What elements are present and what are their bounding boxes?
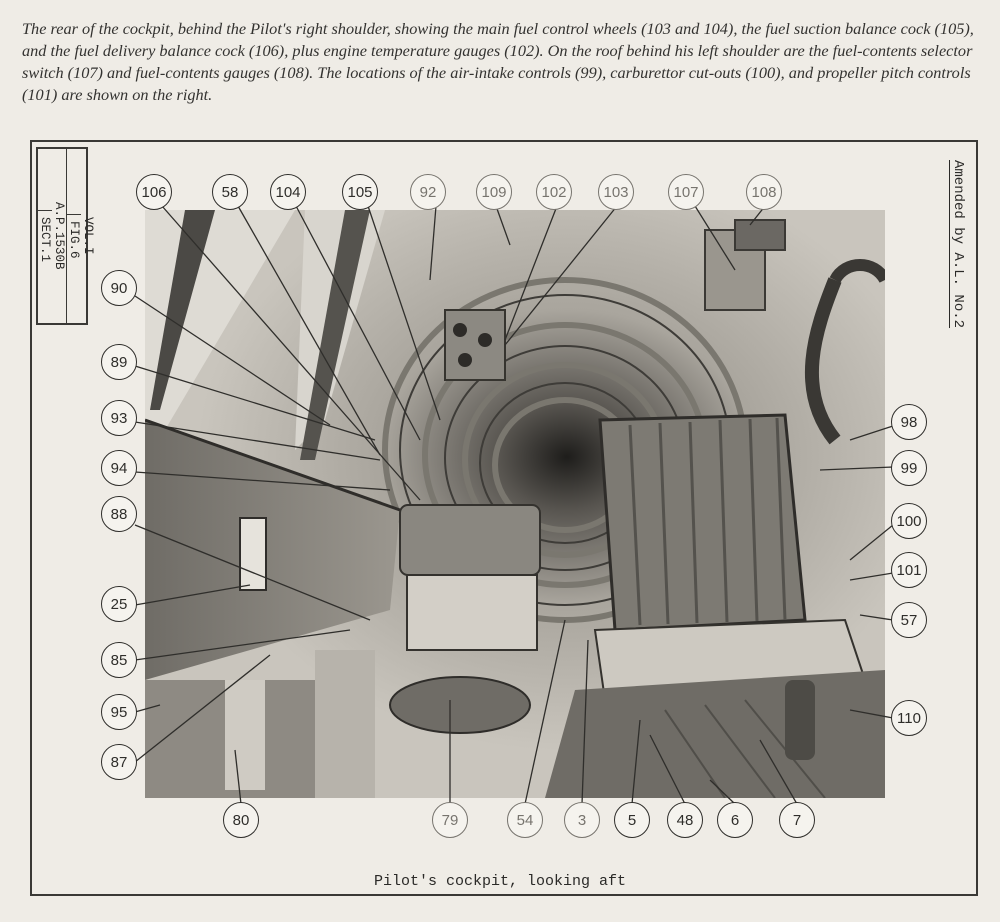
callout-98: 98 — [891, 404, 927, 440]
callout-5: 5 — [614, 802, 650, 838]
amendment-note: Amended by A.L. No.2 — [950, 160, 966, 329]
callout-105: 105 — [342, 174, 378, 210]
callout-7: 7 — [779, 802, 815, 838]
callout-93: 93 — [101, 400, 137, 436]
callout-3: 3 — [564, 802, 600, 838]
callout-6: 6 — [717, 802, 753, 838]
figure-number: FIG.6 — [67, 214, 81, 259]
callout-25: 25 — [101, 586, 137, 622]
reference-col-2 — [66, 149, 95, 323]
figure-caption: Pilot's cockpit, looking aft — [373, 873, 627, 890]
figure-description: The rear of the cockpit, behind the Pilot's right shoulder, showing the main fuel control wheels (103 and 104), the fuel suction balance cock (105), and the fuel delivery balance cock (106), plus engine temperature gauges (102). On the roof behind his left shoulder are the fuel-contents selector switch (107) and fuel-contents gauges (108). The locations of the air-intake controls (99), carburettor cut-outs (100), and propeller pitch controls (101) are shown on the right. — [22, 19, 974, 104]
section-number: SECT.1 — [38, 210, 52, 262]
callout-54: 54 — [507, 802, 543, 838]
callout-90: 90 — [101, 270, 137, 306]
callout-57: 57 — [891, 602, 927, 638]
callout-92: 92 — [410, 174, 446, 210]
callout-88: 88 — [101, 496, 137, 532]
callout-106: 106 — [136, 174, 172, 210]
callout-85: 85 — [101, 642, 137, 678]
callout-48: 48 — [667, 802, 703, 838]
callout-95: 95 — [101, 694, 137, 730]
callout-89: 89 — [101, 344, 137, 380]
reference-col-1 — [38, 149, 66, 323]
callout-103: 103 — [598, 174, 634, 210]
callout-94: 94 — [101, 450, 137, 486]
callout-99: 99 — [891, 450, 927, 486]
callout-107: 107 — [668, 174, 704, 210]
callout-104: 104 — [270, 174, 306, 210]
callout-108: 108 — [746, 174, 782, 210]
callout-102: 102 — [536, 174, 572, 210]
callout-110: 110 — [891, 700, 927, 736]
cockpit-photograph — [145, 210, 885, 798]
volume-number: VOL.I — [81, 217, 95, 255]
cockpit-illustration — [145, 210, 885, 798]
callout-109: 109 — [476, 174, 512, 210]
callout-100: 100 — [891, 503, 927, 539]
callout-101: 101 — [891, 552, 927, 588]
reference-box — [36, 147, 95, 325]
callout-87: 87 — [101, 744, 137, 780]
callout-80: 80 — [223, 802, 259, 838]
ap-number: A.P.1530B — [52, 202, 66, 270]
callout-58: 58 — [212, 174, 248, 210]
callout-79: 79 — [432, 802, 468, 838]
